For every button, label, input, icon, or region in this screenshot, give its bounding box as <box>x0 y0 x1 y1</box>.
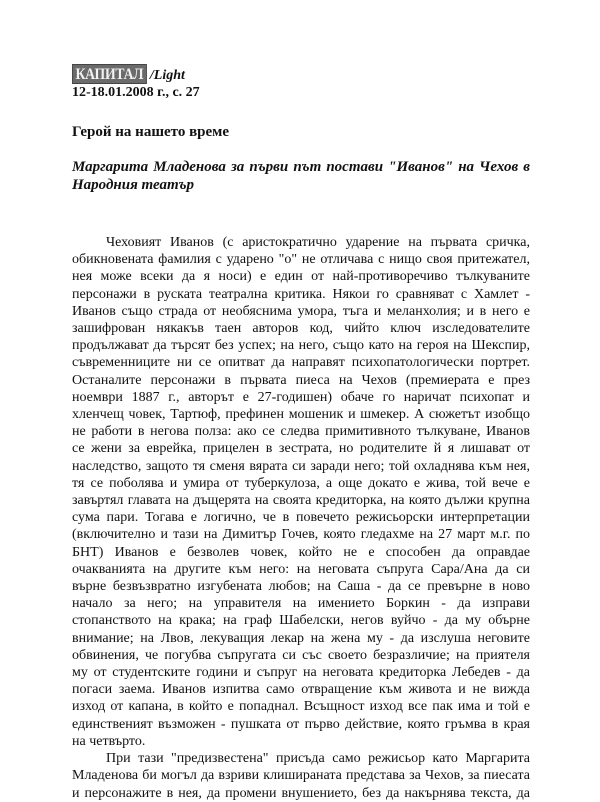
issue-line: 12-18.01.2008 г., с. 27 <box>72 85 200 100</box>
rubric-title: Герой на нашето време <box>72 124 230 140</box>
text-line: завъртял главата на дъщерята на своята кредиторка, на която дължи крупна <box>72 493 530 509</box>
text-line: Останалите персонажи в първата пиеса на Чехов (премиерата е през <box>72 372 530 388</box>
masthead <box>72 62 530 84</box>
text-line: не работи в негова полза: ако се следва примитивното тълкуване, Иванов <box>72 424 530 440</box>
paragraph-2 <box>72 750 530 802</box>
text-line: обикновената фамилия с ударено "о" не отличава с нищо своя притежател, <box>72 252 530 268</box>
text-line: (включително и тази на Димитър Гочев, която гледахме на 27 март м.г. по <box>72 527 530 543</box>
text-line: персонажи в руската театрална критика. Някои го сравняват с Хамлет - <box>72 286 530 302</box>
section-label: /Light <box>149 68 185 83</box>
text-line: стопанството на крака; на граф Шабелски, негов вуйчо - да му обърне <box>72 613 530 629</box>
text-line: БНТ) Иванов е безволев човек, който не е способен да оправдае <box>72 544 530 560</box>
text-line: продължават да търсят без успех; на него, също като на героя на Шекспир, <box>72 338 530 354</box>
text-line: нея може всеки да я носи) е един от най-противоречиво тълкуваните <box>72 269 530 285</box>
text-line: се жени за еврейка, прицелен в зестрата, но родителите й я лишават от <box>72 441 530 457</box>
text-line: на четвърто. <box>72 733 146 749</box>
text-line: очакванията на другите към него: на неговата съпруга Сара/Ана да си <box>72 561 530 577</box>
text-line: съвременниците ни се опитват да направят психопатологически портрет. <box>72 355 530 371</box>
article-headline: Маргарита Младенова за първи път постави "Иванов" на Чехов в Народния театър <box>72 159 530 193</box>
article-body <box>72 234 530 802</box>
text-line: Чеховият Иванов (с аристократично ударение на първата сричка, <box>106 235 530 250</box>
text-line: му от студентските години и съпруг на неговата кредиторка Лебедев - да <box>72 665 530 681</box>
text-line: сума пари. Тогава е логично, че в повечето режисьорски интерпретации <box>72 510 530 526</box>
text-line: Иванов също страда от необяснима умора, тъга и меланхолия; и в него е <box>72 303 530 319</box>
text-line: наследство, защото тя сменя вярата си заради него; той охладнява към нея, <box>72 458 530 474</box>
text-line: начало за него; на управителя на имението Боркин - да изправи <box>72 596 530 612</box>
text-line: върне безвъзвратно изгубената любов; на Саша - да се превърне в ново <box>72 579 530 595</box>
text-line: хленчещ човек, Тартюф, префинен мошеник и шмекер. А сюжетът изобщо <box>72 407 530 423</box>
text-line: погаси заема. Иванов изпитва само отвращение към живота и не вижда <box>72 682 530 698</box>
text-line: Младенова би могъл да взриви клишираната представа за Чехов, за пиесата <box>72 768 530 784</box>
article-page <box>72 62 530 802</box>
text-line: единственият възможен - пушката от първо действие, която гръмва в края <box>72 716 530 732</box>
text-line: тя се поболява и умира от туберкулоза, а още докато е жива, той вече е <box>72 475 530 491</box>
text-line: внимание; на Лвов, лекуващия лекар на жена му - да изслуша неговите <box>72 630 530 646</box>
text-line: и персонажите в нея, да промени внушението, без да накърнява текста, да <box>72 785 530 801</box>
paragraph-1 <box>72 234 530 750</box>
text-line: изход от капана, в който е попаднал. Всъщност изход все пак има и той е <box>72 699 530 715</box>
text-line: обвинения, че погубва съпругата си със своето безразличие; на приятеля <box>72 647 530 663</box>
text-line: зашифрован някакъв таен авторов код, чийто ключ изследователите <box>72 321 530 337</box>
text-line: При тази "предизвестена" присъда само режисьор като Маргарита <box>106 751 530 767</box>
kapital-logo: КАПИТАЛ <box>72 64 147 84</box>
text-line: ноември 1887 г., авторът е 27-годишен) обаче го наричат психопат и <box>72 389 530 405</box>
